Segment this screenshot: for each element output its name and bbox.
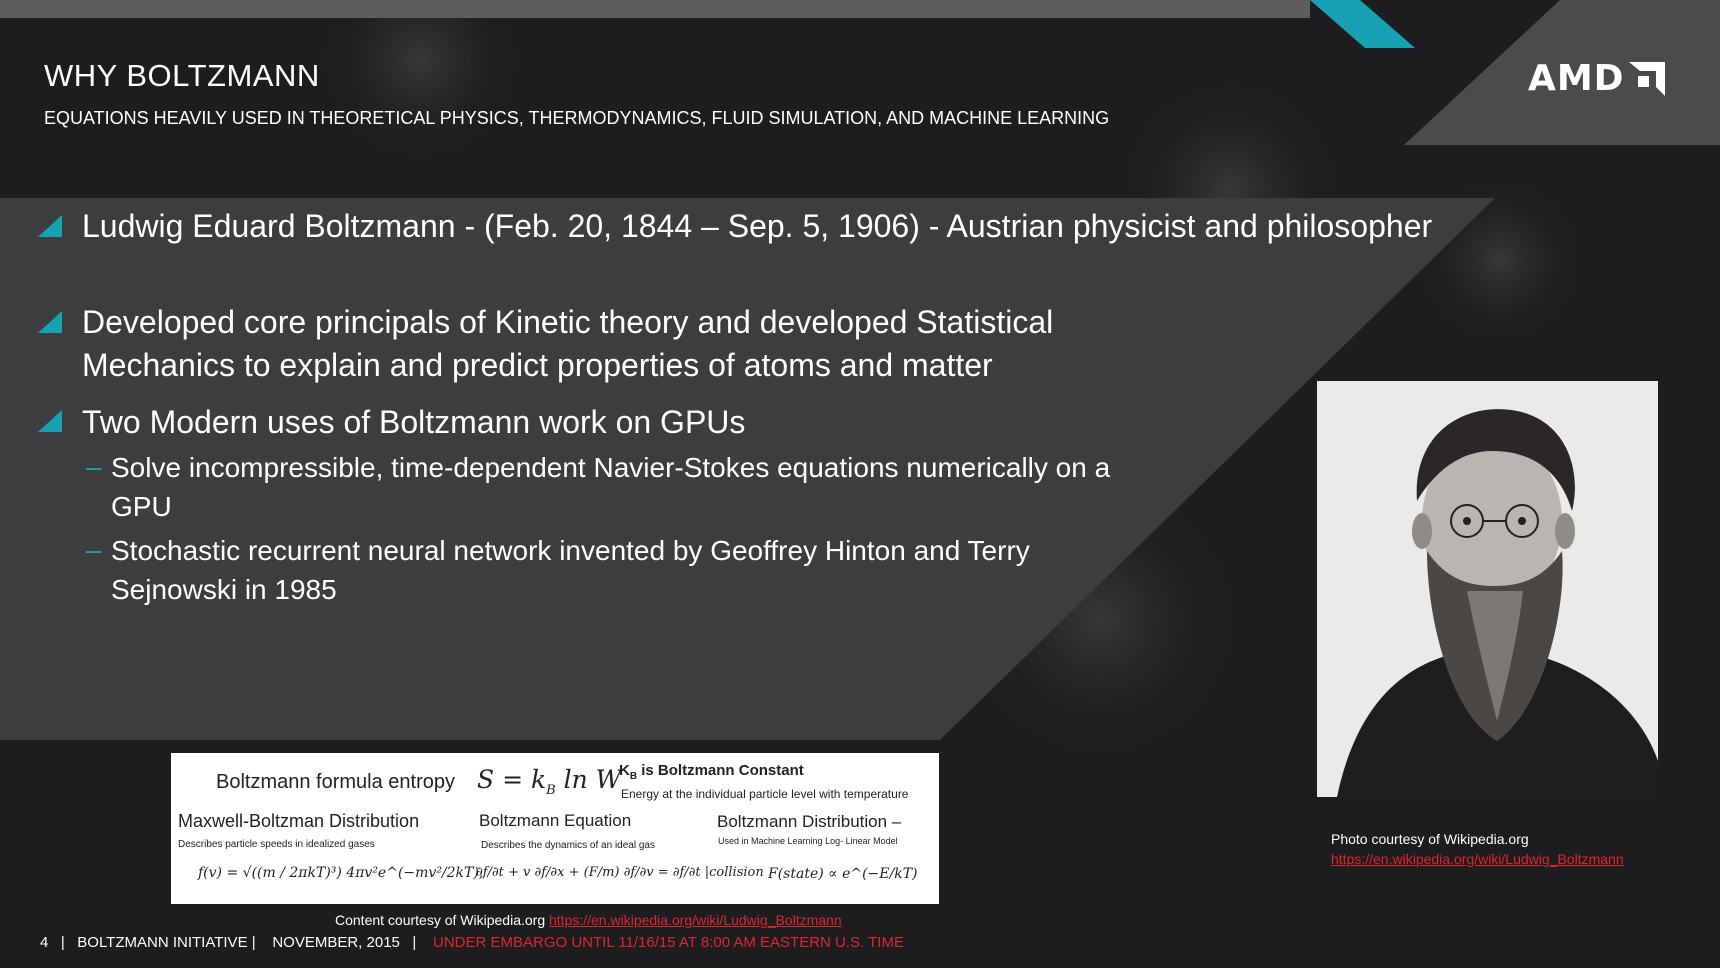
col3-formula: F(state) ∝ e^(−E/kT) [768,866,918,882]
col3-title: Boltzmann Distribution – [717,812,902,831]
col1-desc: Describes particle speeds in idealized gases [178,839,375,850]
entropy-formula: $S = k_B$ ln W [477,765,622,798]
bullet-1: Ludwig Eduard Boltzmann - (Feb. 20, 1844 – Sep. 5, 1906) - Austrian physicist and philosopher [82,208,1433,244]
sub-bullet-1-line-2: GPU [111,491,172,522]
teal-triangle-icon [38,215,62,237]
boltzmann-portrait [1317,381,1658,797]
portrait-illustration [1317,381,1658,797]
content-credit-link[interactable]: https://en.wikipedia.org/wiki/Ludwig_Boltzmann [549,912,842,928]
footer-separator: | [412,934,417,951]
content-credit-text: Content courtesy of Wikipedia.org [335,912,549,928]
footer-date: NOVEMBER, 2015 [272,934,400,951]
entropy-label: Boltzmann formula entropy [216,771,456,793]
sub-bullet-2-line-2: Sejnowski in 1985 [111,574,337,605]
bullet-2-line-2: Mechanics to explain and predict properties of atoms and matter [82,347,993,383]
photo-credit-link[interactable]: https://en.wikipedia.org/wiki/Ludwig_Boltzmann [1331,851,1624,867]
col2-formula: ∂f/∂t + v ∂f/∂x + (F/m) ∂f/∂v = ∂f/∂t |collision [476,865,764,880]
page-number: 4 [40,934,49,951]
project-name: BOLTZMANN INITIATIVE [77,934,248,951]
bullet-2-line-1: Developed core principals of Kinetic theory and developed Statistical [82,304,1054,340]
top-bar [0,0,1290,18]
bullet-3: Two Modern uses of Boltzmann work on GPUs [82,404,746,440]
teal-triangle-icon [38,410,62,432]
page-subtitle: EQUATIONS HEAVILY USED IN THEORETICAL PHYSICS, THERMODYNAMICS, FLUID SIMULATION, AND MACHINE LEARNING [44,108,1110,128]
col2-title: Boltzmann Equation [479,811,632,830]
logo-text: AMD [1528,58,1625,99]
amd-logo [1528,58,1665,99]
embargo-notice: UNDER EMBARGO UNTIL 11/16/15 AT 8:00 AM EASTERN U.S. TIME [432,934,904,951]
content-credit [335,912,842,928]
sub-bullet-dash: – [86,534,102,565]
col1-title: Maxwell-Boltzman Distribution [178,811,420,831]
footer [40,934,904,951]
amd-arrow-icon [1629,62,1665,96]
col1-formula: f(v) = √((m / 2πkT)³) 4πv²e^(−mv²/2kT), [198,865,484,881]
sub-bullet-dash: – [86,451,102,482]
kb-label: $K_B$ is Boltzmann Constant [619,762,804,782]
formula-box [171,753,939,904]
teal-triangle-icon [38,311,62,333]
sub-bullet-2-line-1: Stochastic recurrent neural network invented by Geoffrey Hinton and Terry [111,535,1030,566]
page-title: WHY BOLTZMANN [44,58,320,93]
col3-desc: Used in Machine Learning Log- Linear Model [718,836,898,846]
col2-desc: Describes the dynamics of an ideal gas [481,840,655,851]
photo-credit-text: Photo courtesy of Wikipedia.org [1331,831,1529,847]
footer-separator: | [60,934,65,951]
sub-bullet-1-line-1: Solve incompressible, time-dependent Navier-Stokes equations numerically on a [111,452,1111,483]
footer-separator: | [251,934,256,951]
kb-desc: Energy at the individual particle level with temperature [621,787,909,801]
accent-stripe [1310,0,1415,48]
